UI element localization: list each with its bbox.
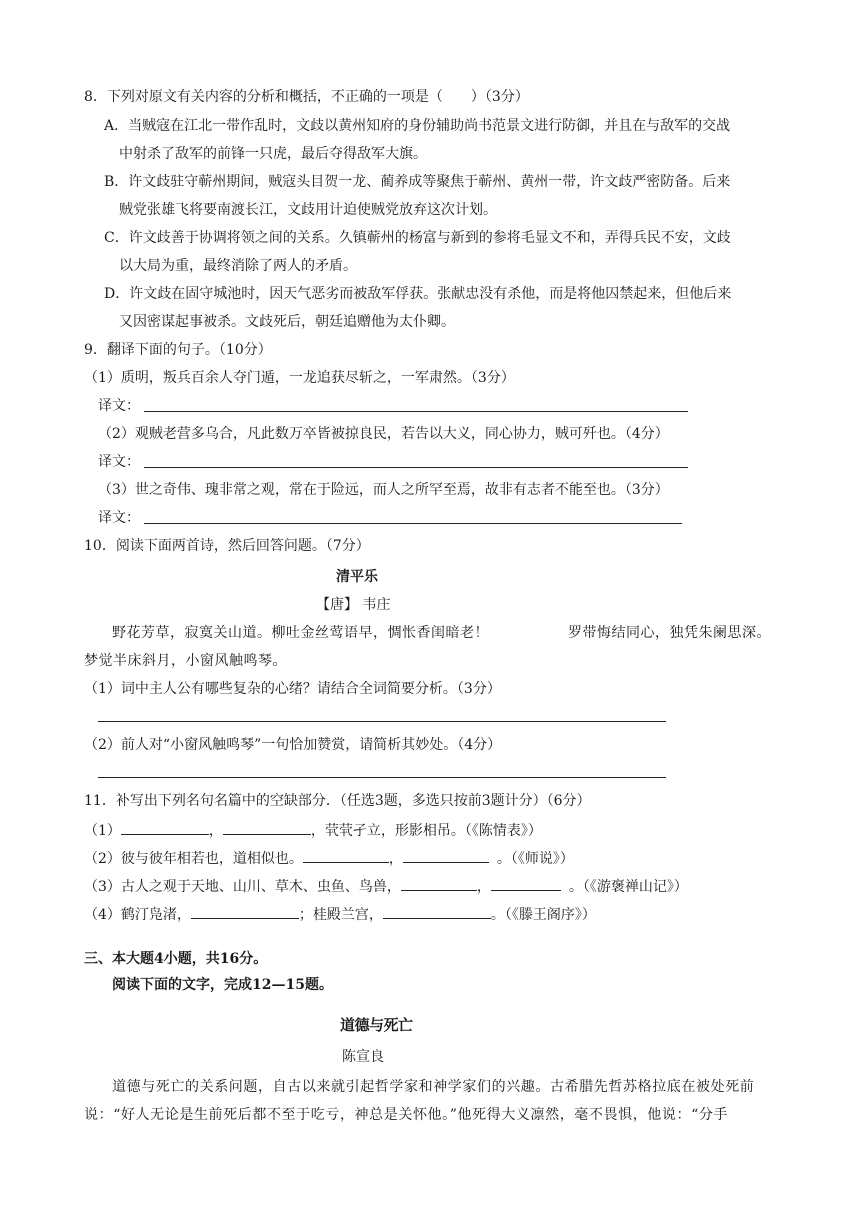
q11-item-3 (84, 876, 688, 896)
article-author: 陈宣良 (342, 1049, 384, 1065)
q10-sub-question-1: （1）词中主人公有哪些复杂的心绪？请结合全词简要分析。（3分） (84, 681, 501, 697)
q11-item-2-suffix: 。（《师说》） (496, 851, 574, 867)
q11-item-4-prefix: （4）鹤汀凫渚， (84, 907, 191, 923)
q11-item-4-mid: ；桂殿兰宫， (298, 907, 383, 923)
q11-item-4 (84, 904, 596, 924)
q11-item-1 (84, 820, 542, 840)
q11-blank-4b[interactable] (383, 904, 491, 919)
q9-answer-label-1: 译文： (98, 398, 140, 414)
poem-title: 清平乐 (336, 569, 378, 585)
q9-answer-line-1[interactable] (144, 411, 688, 412)
q11-item-1-suffix: ，茕茕孑立，形影相吊。（《陈情表》） (310, 823, 542, 839)
q10-answer-line-1[interactable] (98, 721, 666, 722)
q9-sentence-3: （3）世之奇伟、瑰非常之观，常在于险远，而人之所罕至焉，故非有志者不能至也。（3分） (98, 482, 669, 498)
q10-answer-line-2[interactable] (98, 777, 666, 778)
poem-line-2: 梦觉半床斜月，小窗风触鸣琴。 (84, 653, 287, 669)
q10-sub-question-2: （2）前人对“小窗风触鸣琴”一句恰加赞赏，请简析其妙处。（4分） (84, 737, 502, 753)
q9-stem: 9．翻译下面的句子。（10分） (84, 342, 272, 358)
q9-sentence-2: （2）观贼老营多乌合，凡此数万卒皆被掠良民，若告以大义，同心协力，贼可歼也。（4分） (98, 426, 669, 442)
poem-line-1a: 野花芳草，寂寞关山道。柳吐金丝莺语早，惆怅香闺暗老！ (112, 625, 489, 641)
q11-item-2 (84, 848, 574, 868)
article-title: 道德与死亡 (340, 1016, 413, 1034)
article-paragraph-line-2: 说：“好人无论是生前死后都不至于吃亏，神总是关怀他。”他死得大义凛然，毫不畏惧，他说：“分手 (84, 1107, 729, 1123)
section-3-instruction: 阅读下面的文字，完成12—15题。 (112, 977, 333, 993)
q9-answer-label-3: 译文： (98, 510, 140, 526)
q8-option-d-line2: 又因密谋起事被杀。文歧死后，朝廷追赠他为太仆卿。 (119, 314, 455, 330)
q11-item-2-prefix: （2）彼与彼年相若也，道相似也。 (84, 851, 303, 867)
q11-blank-3a[interactable] (401, 876, 477, 891)
q8-stem: 8．下列对原文有关内容的分析和概括，不正确的一项是（ ）（3分） (84, 89, 529, 105)
q8-option-b-line1: B．许文歧驻守蕲州期间，贼寇头目贺一龙、蔺养成等聚焦于蕲州、黄州一带，许文歧严密防备。后来 (104, 174, 731, 190)
q11-item-4-suffix: 。（《滕王阁序》） (490, 907, 596, 923)
q9-sentence-1: （1）质明，叛兵百余人夺门遁，一龙追获尽斩之，一军肃然。（3分） (84, 370, 515, 386)
q8-option-d-line1: D．许文歧在固守城池时，因天气恶劣而被敌军俘获。张献忠没有杀他，而是将他囚禁起来，但他后来 (104, 286, 732, 302)
q11-item-2-comma: ， (388, 851, 403, 867)
q8-option-a-line1: A．当贼寇在江北一带作乱时，文歧以黄州知府的身份辅助尚书范景文进行防御，并且在与敌军的交战 (104, 118, 731, 134)
q8-option-c-line2: 以大局为重，最终消除了两人的矛盾。 (119, 258, 357, 274)
q9-answer-line-2[interactable] (144, 467, 688, 468)
q11-stem: 11．补写出下列名句名篇中的空缺部分．（任选3题，多选只按前3题计分）（6分） (84, 793, 591, 809)
q11-blank-2b[interactable] (403, 848, 489, 863)
q9-answer-line-3[interactable] (144, 523, 682, 524)
q10-stem: 10．阅读下面两首诗，然后回答问题。（7分） (84, 538, 370, 554)
q11-item-1-comma: ， (208, 823, 223, 839)
q9-answer-label-2: 译文： (98, 454, 140, 470)
section-3-heading: 三、本大题4小题，共16分。 (84, 951, 268, 967)
q11-item-1-prefix: （1） (84, 823, 121, 839)
article-paragraph-line-1: 道德与死亡的关系问题，自古以来就引起哲学家和神学家们的兴趣。古希腊先哲苏格拉底在被处死前 (112, 1079, 755, 1095)
q8-option-c-line1: C．许文歧善于协调将领之间的关系。久镇蕲州的杨富与新到的参将毛显文不和，弄得兵民不安，文歧 (104, 230, 731, 246)
q8-option-a-line2: 中射杀了敌军的前锋一只虎，最后夺得敌军大旗。 (119, 146, 427, 162)
q11-blank-1b[interactable] (223, 820, 311, 835)
q11-item-3-suffix: 。（《游褒禅山记》） (568, 879, 688, 895)
q8-option-b-line2: 贼党张雄飞将要南渡长江，文歧用计迫使贼党放弃这次计划。 (119, 202, 497, 218)
q11-blank-2a[interactable] (303, 848, 389, 863)
q11-blank-1a[interactable] (121, 820, 209, 835)
q11-item-3-prefix: （3）古人之观于天地、山川、草木、虫鱼、鸟兽， (84, 879, 401, 895)
poem-author: 【唐】 韦庄 (316, 597, 391, 613)
q11-blank-4a[interactable] (191, 904, 299, 919)
q11-item-3-comma: ， (476, 879, 491, 895)
q11-blank-3b[interactable] (491, 876, 561, 891)
poem-line-1b: 罗带悔结同心，独凭朱阑思深。 (568, 625, 771, 641)
